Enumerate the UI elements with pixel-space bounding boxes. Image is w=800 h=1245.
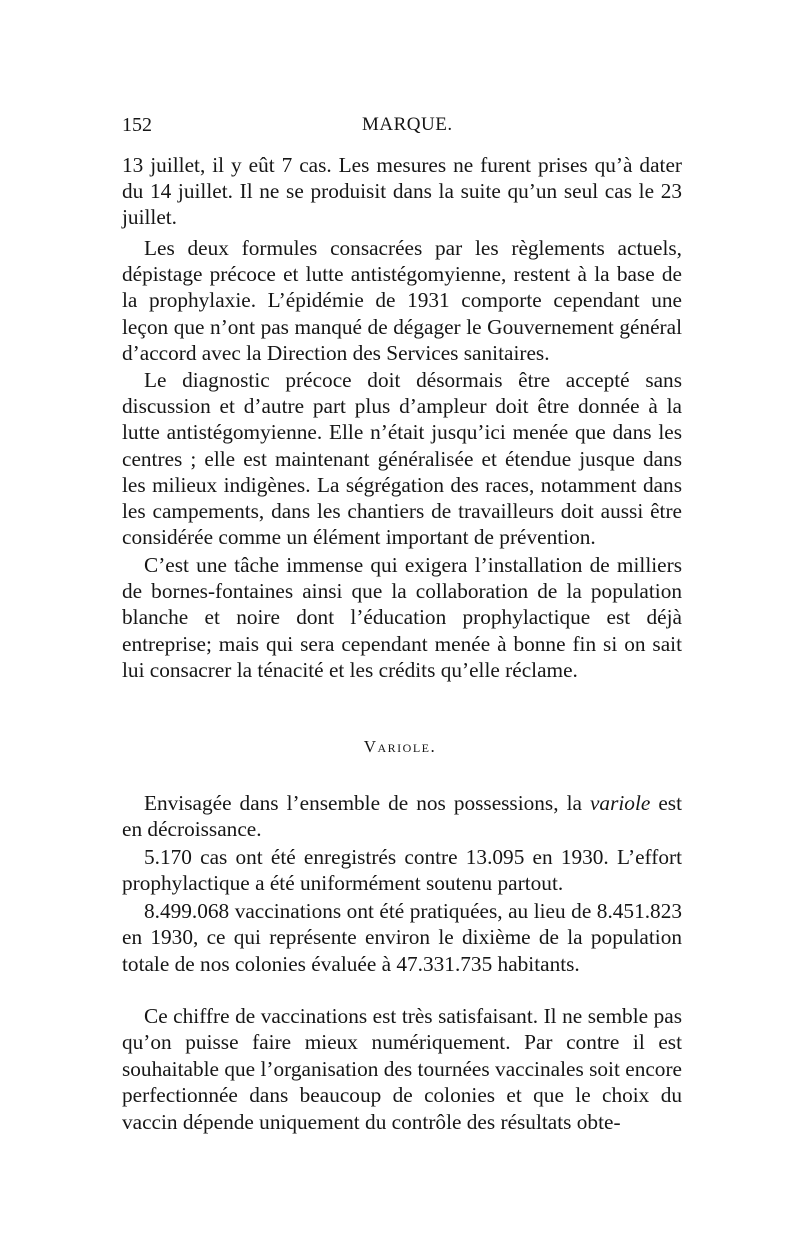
paragraph-3: Le diagnostic précoce doit désormais être accepté sans discussion et d’autre part plus d’ampleur doit être donnée à la lutte antistégomyienne. Elle n’était jusqu’ici menée que dans les centres ; elle est maintenant généralisée et étendue jusque dans les milieux indigènes. La ségrégation des races, notamment dans les campements, dans les chantiers de travailleurs doit aussi être considérée comme un élément important de prévention. xyxy=(122,368,682,550)
running-head: MARQUE. xyxy=(362,114,453,135)
paragraph-5-emphasis: variole xyxy=(589,791,651,815)
paragraph-cases xyxy=(122,844,682,897)
page-number: 152 xyxy=(122,114,152,136)
paragraph-5 xyxy=(122,790,682,843)
paragraph-5-start: Envisagée dans l’ensemble de nos possessions, la xyxy=(144,791,590,815)
paragraph-vaccinations xyxy=(122,898,682,977)
paragraph-prophylaxis xyxy=(122,235,682,366)
paragraph-assessment xyxy=(122,1003,682,1135)
paragraph-2: Les deux formules consacrées par les règlements actuels, dépistage précoce et lutte antistégomyienne, restent à la base de la prophylaxie. L’épidémie de 1931 comporte cependant une leçon que n’ont pas manqué de dégager le Gouvernement général d’accord avec la Direction des Services sanitaires. xyxy=(122,236,682,365)
paragraph-6: 5.170 cas ont été enregistrés contre 13.095 en 1930. L’effort prophylactique a été uniformément soutenu partout. xyxy=(122,845,682,896)
page-header xyxy=(122,114,682,144)
section-title: Variole. xyxy=(363,737,437,756)
paragraph-continuation xyxy=(122,152,682,231)
paragraph-task xyxy=(122,552,682,683)
paragraph-diagnosis xyxy=(122,367,682,550)
paragraph-5-end: est en décroissance. xyxy=(122,791,682,842)
paragraph-1: 13 juillet, il y eût 7 cas. Les mesures ne furent prises qu’à dater du 14 juillet. Il ne se produisit dans la suite qu’un seul cas le 23 juillet. xyxy=(122,153,682,230)
paragraph-variole-intro xyxy=(122,790,682,843)
paragraph-7: 8.499.068 vaccinations ont été pratiquées, au lieu de 8.451.823 en 1930, ce qui représente environ le dixième de la population totale de nos colonies évaluée à 47.331.735 habitants. xyxy=(122,899,682,976)
paragraph-8: Ce chiffre de vaccinations est très satisfaisant. Il ne semble pas qu’on puisse faire mieux numériquement. Par contre il est souhaitable que l’organisation des tournées vaccinales soit encore perfectionnée dans beaucoup de colonies et que le choix du vaccin dépende uniquement du contrôle des résultats obte- xyxy=(122,1004,682,1134)
paragraph-4: C’est une tâche immense qui exigera l’installation de milliers de bornes-fontaines ainsi que la collaboration de la population blanche et noire dont l’éducation prophylactique est déjà entreprise; mais qui sera cependant menée à bonne fin si on sait lui consacrer la ténacité et les crédits qu’elle réclame. xyxy=(122,553,682,682)
